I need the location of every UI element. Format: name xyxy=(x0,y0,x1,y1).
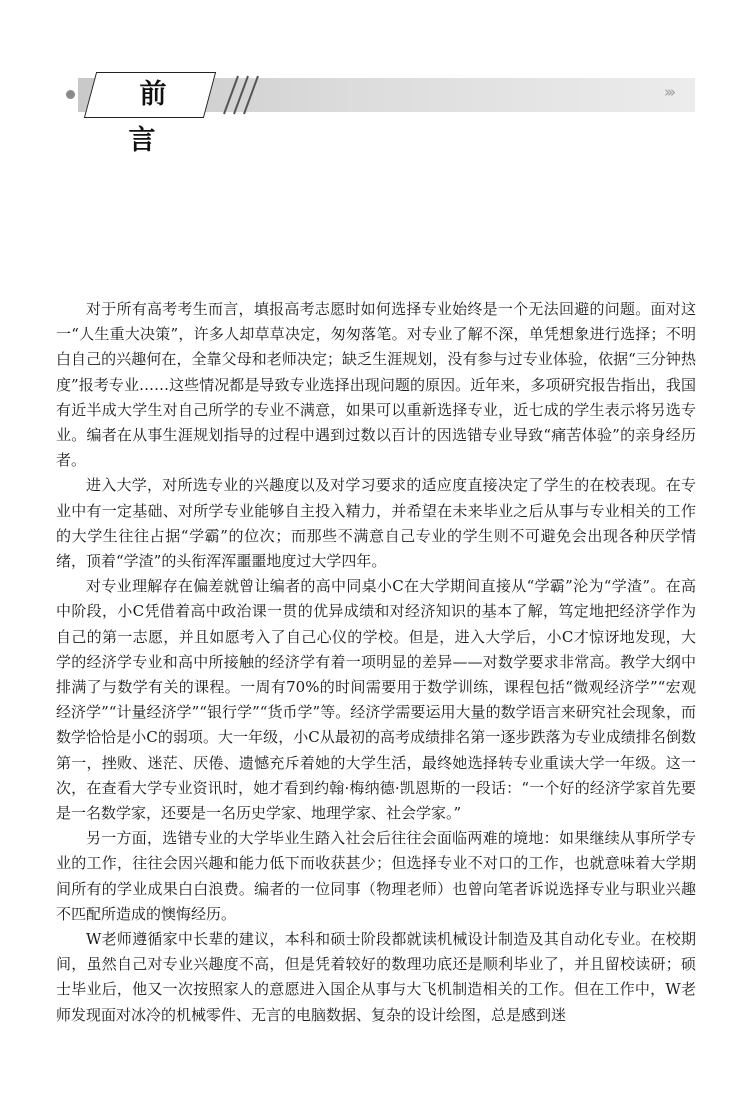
paragraph: 另一方面，选错专业的大学毕业生踏入社会后往往会面临两难的境地：如果继续从事所学专业的工作，往往会因兴趣和能力低下而收获甚少；但选择专业不对口的工作，也就意味着大学期间所有的学业成果白白浪费。编者的一位同事（物理老师）也曾向笔者诉说选择专业与职业兴趣不匹配所造成的懊悔经历。 xyxy=(56,829,696,923)
paragraph: 进入大学，对所选专业的兴趣度以及对学习要求的适应度直接决定了学生的在校表现。在专业中有一定基础、对所学专业能够自主投入精力，并希望在未来毕业之后从事与专业相关的工作的大学生往往占据“学霸”的位次；而那些不满意自己专业的学生则不可避免会出现各种厌学情绪，顶着“学渣”的头衔浑浑噩噩地度过大学四年。 xyxy=(56,476,696,571)
chevrons-icon: ››› xyxy=(664,83,673,101)
paragraph: 对专业理解存在偏差就曾让编者的高中同桌小C在大学期间直接从“学霸”沦为“学渣”。在高中阶段，小C凭借着高中政治课一贯的优异成绩和对经济知识的基本了解，笃定地把经济学作为自己的第一志愿，并且如愿考入了自己心仪的学校。但是，进入大学后，小C才惊讶地发现，大学的经济学专业和高中所接触的经济学有着一项明显的差异——对数学要求非常高。教学大纲中排满了与数学有关的课程。一周有70%的时间需要用于数学训练，课程包括“微观经济学”“宏观经济学”“计量经济学”“银行学”“货币学”等。经济学需要运用大量的数学语言来研究社会现象，而数学恰恰是小C的弱项。大一年级，小C从最初的高考成绩排名第一逐步跌落为专业成绩排名倒数第一，挫败、迷茫、厌倦、遗憾充斥着她的大学生活，最终她选择转专业重读大学一年级。这一次，在查看大学专业资讯时，她才看到约翰·梅纳德·凯恩斯的一段话：“一个好的经济学家首先要是一名数学家，还要是一名历史学家、地理学家、社会学家。” xyxy=(56,577,696,823)
paragraph: 对于所有高考考生而言，填报高考志愿时如何选择专业始终是一个无法回避的问题。面对这一“人生重大决策”，许多人却草草决定，匆匆落笔。对专业了解不深，单凭想象进行选择；不明白自己的兴趣何在，全靠父母和老师决定；缺乏生涯规划，没有参与过专业体验，依据“三分钟热度”报考专业……这些情况都是导致专业选择出现问题的原因。近年来，多项研究报告指出，我国有近半成大学生对自己所学的专业不满意，如果可以重新选择专业，近七成的学生表示将另选专业。编者在从事生涯规划指导的过程中遇到过数以百计的因选错专业导致“痛苦体验”的亲身经历者。 xyxy=(56,300,696,470)
bullet-dot-icon xyxy=(66,90,75,99)
page-title: 前 言 xyxy=(128,79,189,156)
section-header xyxy=(60,72,695,156)
slash-decoration-icon xyxy=(212,74,272,116)
body-text xyxy=(56,297,696,1028)
paragraph: W老师遵循家中长辈的建议，本科和硕士阶段都就读机械设计制造及其自动化专业。在校期间，虽然自己对专业兴趣度不高，但是凭着较好的数理功底还是顺利毕业了，并且留校读研；硕士毕业后，他又一次按照家人的意愿进入国企从事与大飞机制造相关的工作。但在工作中，W老师发现面对冰冷的机械零件、无言的电脑数据、复杂的设计绘图，总是感到迷 xyxy=(56,930,696,1024)
